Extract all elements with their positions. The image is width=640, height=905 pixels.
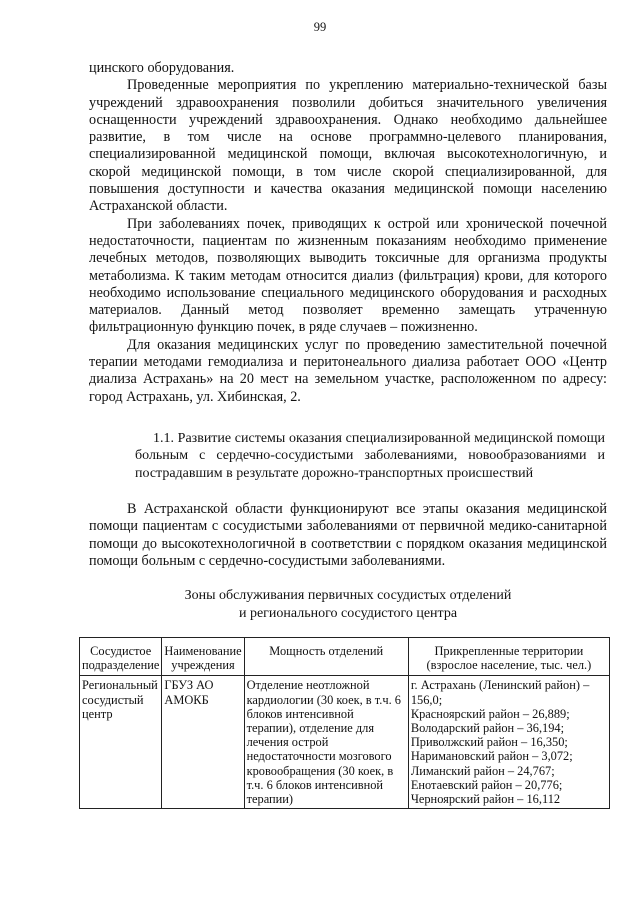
continuation-line: цинского оборудования.	[89, 60, 235, 76]
territory-item: Лиманский район – 24,767;	[410, 763, 555, 778]
header-territories: Прикрепленные территории (взрослое население, тыс. чел.)	[408, 638, 609, 676]
table-title-line2: и регионального сосудистого центра	[238, 605, 458, 621]
territory-item: г. Астрахань (Ленинский район) – 156,0;	[410, 678, 590, 707]
header-institution: Наименование учреждения	[162, 638, 244, 676]
cell-capacity: Отделение неотложной кардиологии (30 коек, в т.ч. 6 блоков интенсивной терапии), отделение для лечения острой недостаточности мозгового кровообращения (30 коек, в т.ч. 6 блоков интенсивной терапии)	[244, 676, 408, 809]
page-number: 99	[313, 20, 327, 34]
territory-item: Красноярский район – 26,889;	[410, 706, 570, 721]
table-title-line1: Зоны обслуживания первичных сосудистых отделений	[184, 588, 512, 603]
territory-item: Наримановский район – 3,072;	[410, 749, 573, 764]
intro-text	[89, 60, 607, 406]
table-header-row	[80, 638, 610, 676]
paragraph-equipment: Проведенные мероприятия по укреплению материально-технической базы учреждений здравоохранения позволили добиться значительного увеличения оснащенности учреждений здравоохранения. Однако необходимо дальнейшее развитие, в том числе на основе программно-целевого планирования, специализированной медицинской помощи, включая высокотехнологичную, и скорой медицинской помощи, в том числе скорой специализированной, для повышения доступности и качества оказания медицинской помощи населению Астраханской области.	[89, 77, 607, 215]
header-unit: Сосудистое подразделение	[80, 638, 162, 676]
table-row	[80, 676, 610, 809]
subsection-title: 1.1. Развитие системы оказания специализированной медицинской помощи больным с сердечно-сосудистыми заболеваниями, новообразованиями и пострадавшим в результате дорожно-транспортных происшествий	[135, 431, 605, 481]
table-title	[89, 587, 607, 622]
territory-item: Черноярский район – 16,112	[410, 792, 561, 807]
territory-item: Енотаевский район – 20,776;	[410, 777, 563, 792]
cell-unit: Региональный сосудистый центр	[80, 676, 162, 809]
cell-territories	[408, 676, 609, 809]
zones-table	[79, 637, 610, 809]
territory-item: Володарский район – 36,194;	[410, 721, 565, 736]
paragraph-kidney: При заболеваниях почек, приводящих к острой или хронической почечной недостаточности, пациентам по жизненным показаниям необходимо применение лечебных методов, позволяющих выводить токсичные для организма продукты метаболизма. К таким методам относится диализ (фильтрация) крови, для которого необходимо использование специального медицинского оборудования и расходных материалов. Данный метод позволяет временно замещать утраченную фильтрационную функцию почек, в ряде случаев – пожизненно.	[89, 215, 607, 336]
territory-item: Приволжский район – 16,350;	[410, 735, 568, 750]
paragraph-vascular: В Астраханской области функционируют все этапы оказания медицинской помощи пациентам с сосудистыми заболеваниями от первичной медико-санитарной помощи до высокотехнологичной в соответствии с порядком оказания медицинской помощи больным с сердечно-сосудистыми заболеваниями.	[89, 501, 607, 569]
paragraph-dialysis-center: Для оказания медицинских услуг по проведению заместительной почечной терапии методами гемодиализа и перитонеального диализа работает ООО «Центр диализа Астрахань» на 20 мест на земельном участке, расположенном по адресу: город Астрахань, ул. Хибинская, 2.	[89, 336, 607, 405]
subsection-body	[89, 501, 607, 570]
header-capacity: Мощность отделений	[244, 638, 408, 676]
cell-institution: ГБУЗ АО АМОКБ	[162, 676, 244, 809]
